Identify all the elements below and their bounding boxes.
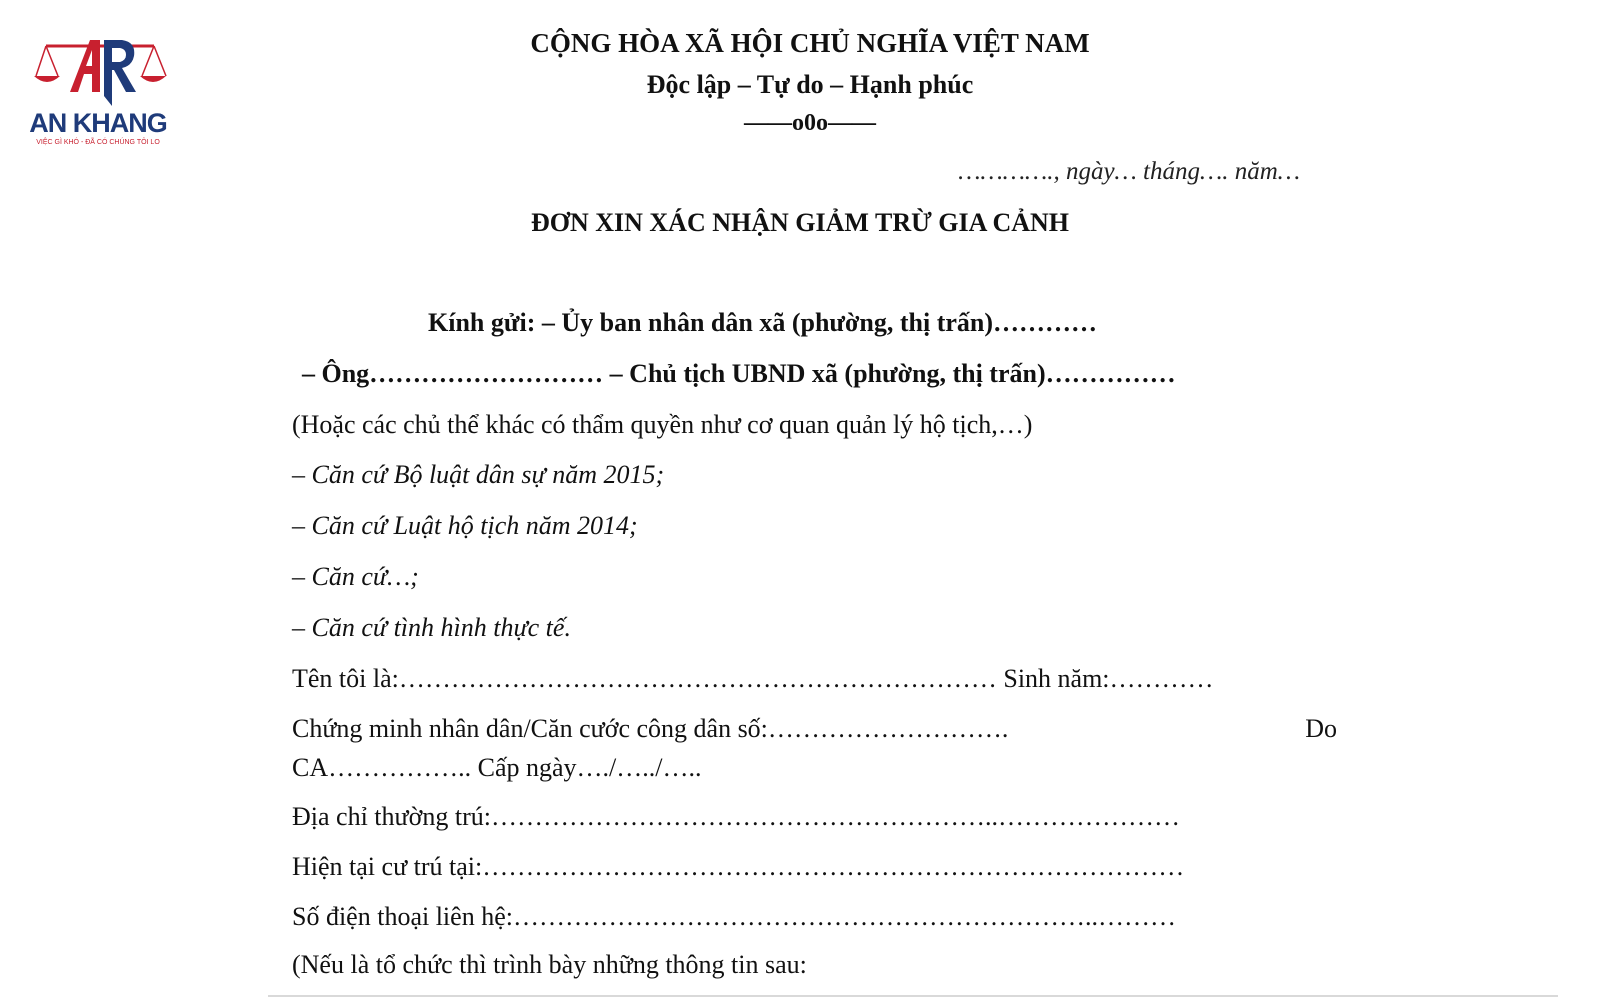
legal-basis-item: – Căn cứ Luật hộ tịch năm 2014; xyxy=(292,511,638,540)
logo-brand-name: AN KHANG xyxy=(29,108,167,138)
legal-basis-item: – Căn cứ Bộ luật dân sự năm 2015; xyxy=(292,460,665,489)
id-field-label: Chứng minh nhân dân/Căn cước công dân số:………………………. xyxy=(292,714,1009,743)
permanent-address-field: Địa chỉ thường trú:…………………………………………………..………………… xyxy=(292,802,1180,831)
current-residence-field: Hiện tại cư trú tại:……………………………………………………………………… xyxy=(292,852,1185,881)
name-field: Tên tôi là:…………………………………………………………… Sinh năm:………… xyxy=(292,664,1214,693)
header-separator: ——o0o—— xyxy=(744,110,876,136)
national-header: CỘNG HÒA XÃ HỘI CHỦ NGHĨA VIỆT NAM xyxy=(530,28,1090,58)
legal-basis-item: – Căn cứ tình hình thực tế. xyxy=(292,613,571,642)
organization-note: (Nếu là tổ chức thì trình bày những thông tin sau: xyxy=(292,950,807,979)
page-bottom-divider xyxy=(268,995,1558,997)
recipient-note: (Hoặc các chủ thể khác có thẩm quyền như cơ quan quản lý hộ tịch,…) xyxy=(292,410,1033,439)
document-title: ĐƠN XIN XÁC NHẬN GIẢM TRỪ GIA CẢNH xyxy=(530,208,1070,237)
id-field xyxy=(292,714,1337,744)
date-line: …………., ngày… tháng…. năm… xyxy=(958,158,1300,185)
legal-basis-item: – Căn cứ…; xyxy=(292,562,419,591)
phone-field: Số điện thoại liên hệ:…………………………………………………………..……… xyxy=(292,902,1176,931)
id-issued-by-label: Do xyxy=(1305,714,1337,743)
national-motto: Độc lập – Tự do – Hạnh phúc xyxy=(646,70,974,99)
logo-tagline: VIỆC GÌ KHÓ - ĐÃ CÓ CHÚNG TÔI LO xyxy=(36,139,160,146)
id-issue-field: CA…………….. Cấp ngày…./…../….. xyxy=(292,753,702,782)
recipient-line-1: Kính gửi: – Ủy ban nhân dân xã (phường, thị trấn)………… xyxy=(428,308,1098,337)
recipient-line-2: – Ông……………………… – Chủ tịch UBND xã (phường, thị trấn)…………… xyxy=(302,359,1176,388)
